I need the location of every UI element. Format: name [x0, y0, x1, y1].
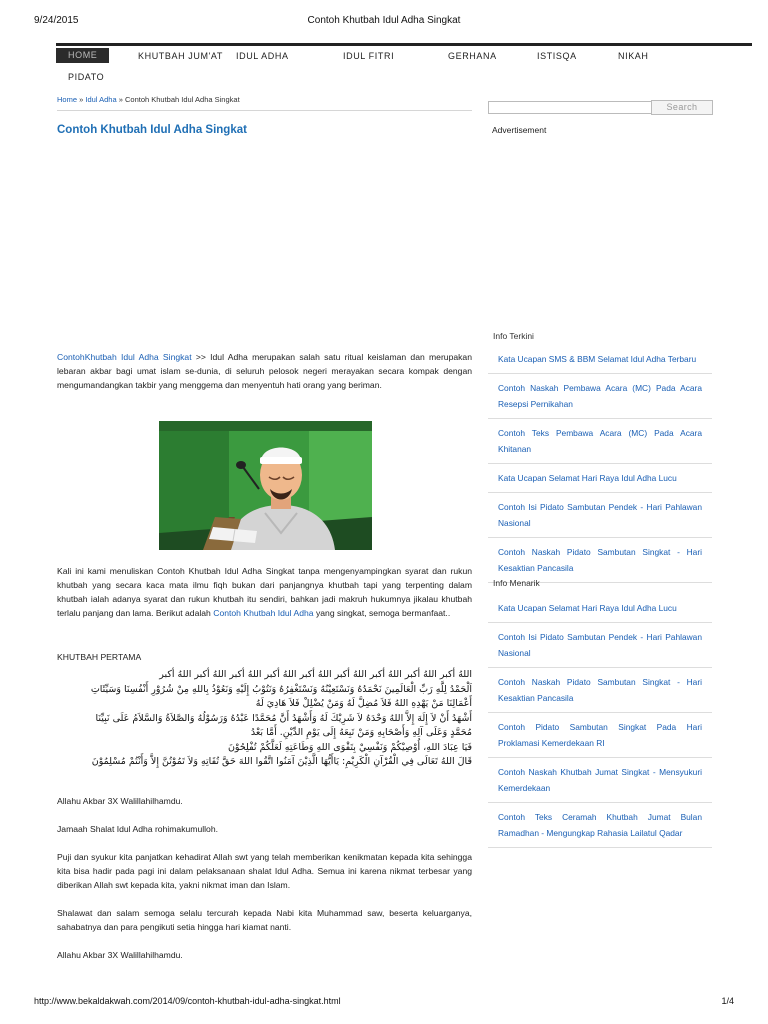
arabic-line: فَيَا عِبَادَ اللهِ، أُوْصِيْكُمْ وَنَفْسِيْ بِتَقْوَى اللهِ وَطَاعَتِهِ لَعَلَّكُمْ تُفْلِحُوْنَ: [227, 741, 472, 753]
nav-idul-adha[interactable]: IDUL ADHA: [236, 51, 289, 61]
sidebar-link[interactable]: Kata Ucapan Selamat Hari Raya Idul Adha Lucu: [488, 594, 712, 623]
sidebar-link[interactable]: Contoh Naskah Pidato Sambutan Singkat - Hari Kesaktian Pancasila: [488, 668, 712, 713]
breadcrumb-separator: »: [77, 95, 86, 104]
print-page-number: 1/4: [721, 996, 734, 1006]
sidebar-link[interactable]: Kata Ucapan SMS & BBM Selamat Idul Adha Terbaru: [488, 345, 712, 374]
intro-link[interactable]: ContohKhutbah Idul Adha Singkat: [57, 352, 192, 362]
paragraph-2-text-start: Kali ini kami menuliskan Contoh Khutbah Idul Adha Singkat tanpa mengenyampingkan syarat dan rukun khutbah yang secara kaca mata ilmu fiqh bukan dari panjangnya khutbah tapi yang terpenting dalam khutbah ialah adanya syarat dan rukun khutbah itu sendiri, bahkan jadi makruh hukumnya jikalau khutbah terlalu panjang dan lama. Berikut adalah: [57, 566, 472, 618]
info-terkini-list: [488, 345, 712, 583]
paragraph-jamaah: Jamaah Shalat Idul Adha rohimakumulloh.: [57, 824, 218, 834]
print-date: 9/24/2015: [34, 15, 79, 26]
paragraph-puji: Puji dan syukur kita panjatkan kehadirat Allah swt yang telah memberikan kenikmatan kepada kita sehingga kita bisa hadir pada pagi ini dalam pelaksanaan shalat Idul Adha. Semua ini karena nikmat terbesar yang diberikan Allah swt kepada kita, yakni nikmat iman dan Islam.: [57, 852, 472, 890]
sidebar-link[interactable]: Kata Ucapan Selamat Hari Raya Idul Adha Lucu: [488, 464, 712, 493]
sidebar-link[interactable]: Contoh Naskah Pidato Sambutan Singkat - Hari Kesaktian Pancasila: [488, 538, 712, 583]
print-header: [34, 15, 734, 29]
nav-idul-fitri[interactable]: IDUL FITRI: [343, 51, 395, 61]
paragraph-2-text-end: yang singkat, semoga bermanfaat..: [313, 608, 451, 618]
intro-text: >> Idul Adha merupakan salah satu ritual keislaman dan merupakan lebaran akbar bagi umat islam se-dunia, di seluruh pelosok negeri merayakan secara kompak dengan mengumandangkan takbir yang menggema dan menyentuh hati orang yang beriman.: [57, 352, 472, 390]
arabic-line: مُحَمَّدٍ وَعَلَى آلِهِ وَأَصْحَابِهِ وَمَنْ تَبِعَهُ إِلَى يَوْمِ الدِّيْنِ. أَمَّا بَعْدُ: [250, 727, 472, 738]
nav-khutbah-jumat[interactable]: KHUTBAH JUM'AT: [138, 51, 223, 61]
advertisement-label: Advertisement: [492, 125, 547, 135]
print-page-title: Contoh Khutbah Idul Adha Singkat: [307, 15, 461, 26]
print-url: http://www.bekaldakwah.com/2014/09/contoh-khutbah-idul-adha-singkat.html: [34, 996, 341, 1006]
arabic-line: أَعْمَالِنَا مَنْ يَهْدِهِ اللهُ فَلاَ مُضِلَّ لَهُ وَمَنْ يُضْلِلْ فَلاَ هَادِيَ لَهُ: [255, 698, 472, 709]
print-footer: [34, 996, 734, 1010]
khatib-illustration: [159, 421, 372, 550]
breadcrumb-home[interactable]: Home: [57, 95, 78, 104]
arabic-line: قَالَ اللهُ تَعَالَى فِي الْقُرْآنِ الْكَرِيْمِ: يَاأَيُّهَا الَّذِيْنَ آمَنُوا اتَّقُوا اللهَ حَقَّ تُقَاتِهِ وَلاَ تَمُوْتُنَّ إِلاَّ وَأَنْتُمْ مُسْلِمُوْنَ: [91, 756, 472, 767]
info-menarik-heading: Info Menarik: [493, 578, 540, 588]
search-input[interactable]: [488, 101, 652, 114]
nav-pidato[interactable]: PIDATO: [68, 72, 105, 82]
sidebar-link[interactable]: Contoh Teks Pembawa Acara (MC) Pada Acara Khitanan: [488, 419, 712, 464]
sidebar-link[interactable]: Contoh Naskah Khutbah Jumat Singkat - Mensyukuri Kemerdekaan: [488, 758, 712, 803]
breadcrumb: [57, 95, 472, 111]
arabic-line: اللهُ أكبر اللهُ أكبر اللهُ أكبر اللهُ أكبر اللهُ أكبر اللهُ أكبر اللهُ أكبر اللهُ أكبر اللهُ أكبر: [159, 669, 472, 680]
sidebar-link[interactable]: Contoh Teks Ceramah Khutbah Jumat Bulan Ramadhan - Mengungkap Rahasia Lailatul Qadar: [488, 803, 712, 848]
info-menarik-list: [488, 594, 712, 848]
paragraph-2-link[interactable]: Contoh Khutbah Idul Adha: [213, 608, 314, 618]
nav-home[interactable]: HOME: [56, 48, 109, 63]
nav-istisqa[interactable]: ISTISQA: [537, 51, 577, 61]
sidebar-link[interactable]: Contoh Isi Pidato Sambutan Pendek - Hari Pahlawan Nasional: [488, 623, 712, 668]
paragraph-allahu-akbar-2: Allahu Akbar 3X Walillahilhamdu.: [57, 950, 183, 960]
paragraph-2: [57, 564, 472, 620]
paragraph-shalawat: Shalawat dan salam semoga selalu tercurah kepada Nabi kita Muhammad saw, beserta keluarganya, sahabatnya dan para pengikuti setia hingga hari kiamat nanti.: [57, 908, 472, 932]
arabic-line: اَلْحَمْدُ لِلَّهِ رَبِّ الْعَالَمِينَ نَحْمَدُهُ وَنَسْتَعِيْنُهُ وَنَسْتَغْفِرُهُ وَنَتُوْبُ إِلَيْهِ وَنَعُوْذُ بِاللهِ مِنْ شُرُوْرِ أَنْفُسِنَا وَسَيِّئَاتِ: [90, 683, 472, 695]
intro-paragraph: [57, 350, 472, 392]
arabic-line: أَشْهَدُ أَنْ لاَ إِلَهَ إِلاَّ اللهُ وَحْدَهُ لاَ شَرِيْكَ لَهُ وَأَشْهَدُ أَنَّ مُحَمَّدًا عَبْدُهُ وَرَسُوْلُهُ وَالصَّلاَةُ وَالسَّلاَمُ عَلَى نَبِيِّنَا: [95, 712, 472, 724]
arabic-text-block: [57, 668, 472, 770]
post-title[interactable]: Contoh Khutbah Idul Adha Singkat: [57, 124, 247, 136]
sidebar-link[interactable]: Contoh Isi Pidato Sambutan Pendek - Hari Pahlawan Nasional: [488, 493, 712, 538]
search-button[interactable]: Search: [651, 100, 713, 115]
nav-gerhana[interactable]: GERHANA: [448, 51, 497, 61]
main-navigation: [56, 43, 752, 94]
paragraph-allahu-akbar-1: Allahu Akbar 3X Walillahilhamdu.: [57, 796, 183, 806]
breadcrumb-current: Contoh Khutbah Idul Adha Singkat: [124, 95, 240, 104]
section-heading-khutbah-pertama: KHUTBAH PERTAMA: [57, 652, 142, 662]
info-terkini-heading: Info Terkini: [493, 331, 534, 341]
nav-nikah[interactable]: NIKAH: [618, 51, 649, 61]
breadcrumb-category[interactable]: Idul Adha: [85, 95, 117, 104]
breadcrumb-separator: »: [116, 95, 125, 104]
sidebar-link[interactable]: Contoh Naskah Pembawa Acara (MC) Pada Acara Resepsi Pernikahan: [488, 374, 712, 419]
sidebar-link[interactable]: Contoh Pidato Sambutan Singkat Pada Hari Proklamasi Kemerdekaan RI: [488, 713, 712, 758]
